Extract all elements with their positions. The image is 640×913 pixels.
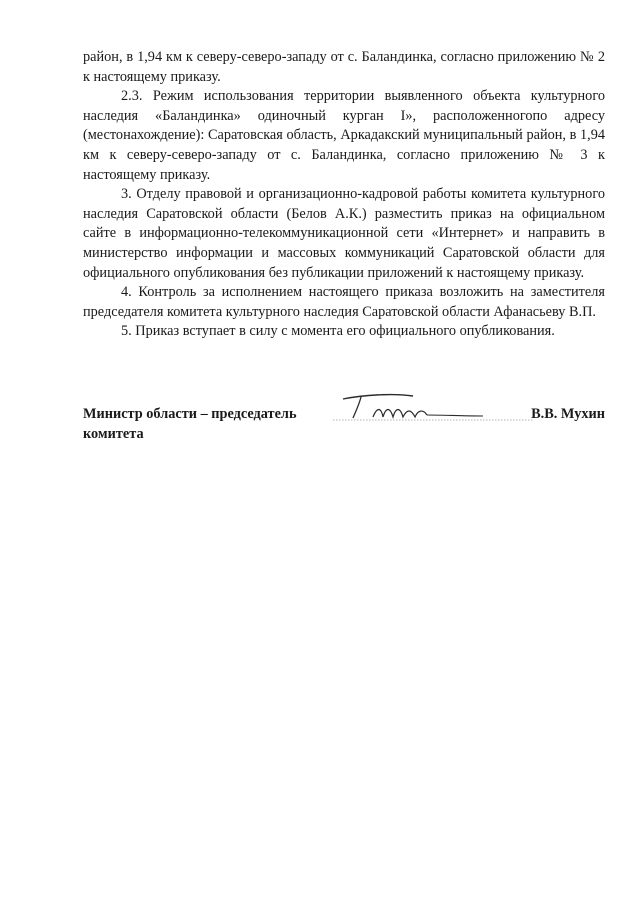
signature-block <box>83 405 605 455</box>
paragraph-continuation: район, в 1,94 км к северу-северо-западу от с. Баландинка, согласно приложению № 2 к настоящему приказу. <box>83 49 605 85</box>
signatory-title: Министр области – председатель комитета <box>83 406 297 442</box>
paragraph-4: 4. Контроль за исполнением настоящего приказа возложить на заместителя председателя комитета культурного наследия Саратовской области Афанасьеву В.П. <box>83 284 605 320</box>
paragraph-2-3: 2.3. Режим использования территории выявленного объекта культурного наследия «Баландинка» одиночный курган I», расположенногопо адресу (местонахождение): Саратовская область, Аркадакский муниципальный район, в 1,94 км к северу-северо-западу от с. Баландинка, согласно приложению № 3 к настоящему приказу. <box>83 88 605 183</box>
paragraph-5: 5. Приказ вступает в силу с момента его официального опубликования. <box>121 323 555 340</box>
document-body <box>83 48 605 342</box>
paragraph-3: 3. Отделу правовой и организационно-кадровой работы комитета культурного наследия Саратовской области (Белов А.К.) разместить приказ на официальном сайте в информационно-телекоммуникационной сети «Интернет» и направить в министерство информации и массовых коммуникаций Саратовской области для официального опубликования без публикации приложений к настоящему приказу. <box>83 186 605 281</box>
handwritten-signature <box>333 387 533 427</box>
signatory-name: В.В. Мухин <box>531 406 605 422</box>
